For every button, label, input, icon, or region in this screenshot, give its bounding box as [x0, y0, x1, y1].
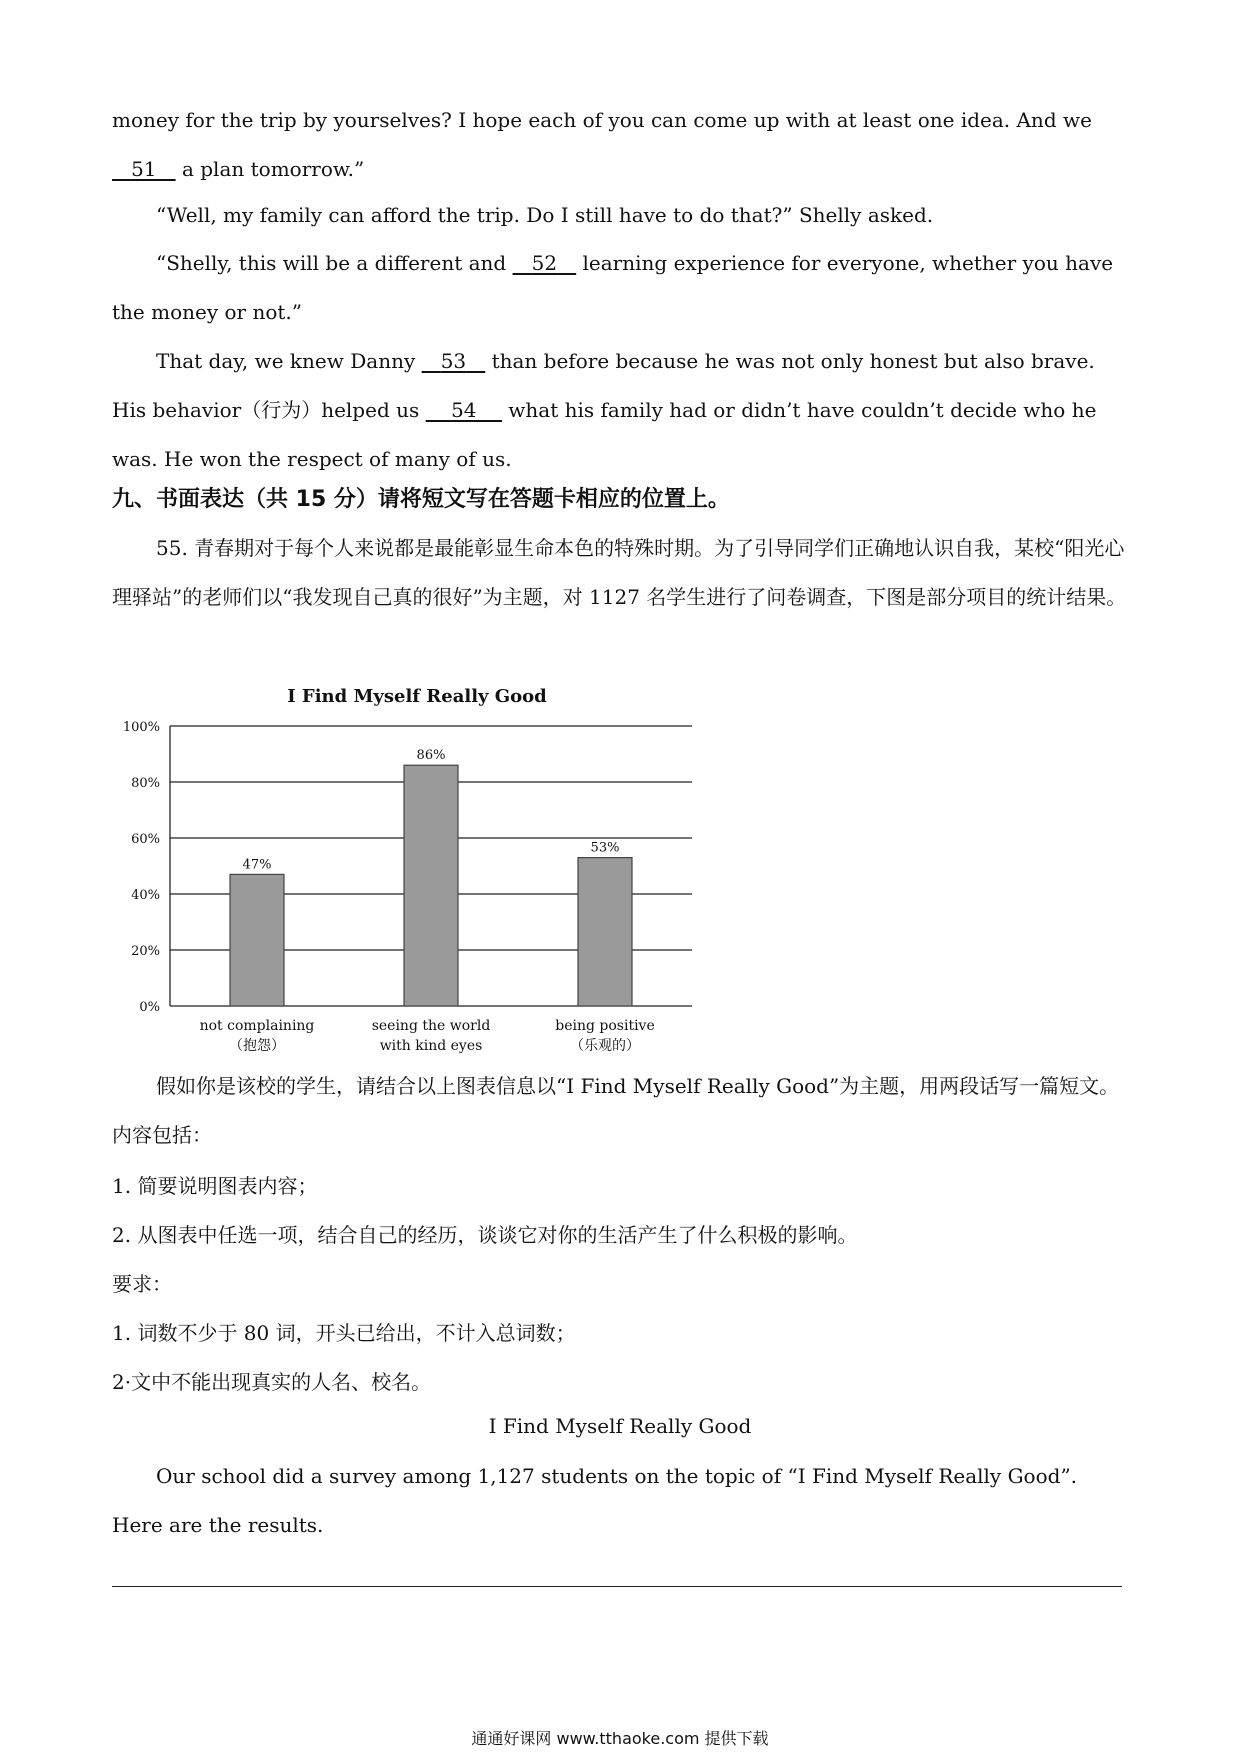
x-category-label: not complaining — [199, 1018, 315, 1034]
passage-paragraph-4 — [112, 337, 1128, 484]
passage-text: learning experience for everyone, whether you have the money or not.” — [112, 251, 1114, 324]
x-category-label: （抱怨） — [229, 1038, 285, 1054]
bar-value-label: 86% — [416, 748, 446, 764]
content-item-2: 2. 从图表中任选一项，结合自己的经历，谈谈它对你的生活产生了什么积极的影响。 — [112, 1223, 858, 1247]
bar-value-label: 53% — [590, 840, 620, 856]
y-tick-label: 20% — [131, 944, 160, 959]
blank-54: 54 — [451, 398, 477, 422]
x-axis-categories — [200, 1018, 655, 1054]
question-prompt: 55. 青春期对于每个人来说都是最能彰显生命本色的特殊时期。为了引导同学们正确地认识自我，某校“阳光心理驿站”的老师们以“我发现自己真的很好”为主题，对 1127 名学生进行了问卷调查，下图是部分项目的统计结果。 — [112, 536, 1127, 609]
x-category-label: seeing the world — [371, 1018, 491, 1034]
blank-51: 51 — [131, 157, 157, 181]
passage-paragraph-2: “Well, my family can afford the trip. Do I still have to do that?” Shelly asked. — [156, 203, 934, 227]
passage-paragraph-1 — [112, 96, 1128, 194]
bar — [578, 858, 632, 1006]
requirements-label: 要求： — [112, 1272, 172, 1296]
passage-text: That day, we knew Danny — [156, 349, 422, 373]
blank-53: 53 — [440, 349, 467, 373]
y-tick-label: 60% — [131, 832, 160, 847]
chart-title: I Find Myself Really Good — [287, 686, 547, 707]
blank-52: 52 — [531, 251, 558, 275]
x-category-label: （乐观的） — [570, 1038, 640, 1054]
page-footer: 通通好课网 www.tthaoke.com 提供下载 — [471, 1729, 769, 1748]
bar — [404, 765, 458, 1006]
y-axis-ticks — [123, 720, 160, 1015]
y-tick-label: 100% — [122, 720, 160, 735]
section-heading: 九、书面表达（共 15 分）请将短文写在答题卡相应的位置上。 — [112, 487, 730, 512]
passage-text: what his family had or didn’t have couldn’t decide who he was. He won the respect of many of us. — [112, 398, 1097, 471]
bar-value-label: 47% — [242, 857, 272, 873]
y-tick-label: 0% — [139, 1000, 160, 1015]
bar-chart-svg — [112, 676, 712, 1076]
passage-text: than before because he was not only honest but also brave. His behavior（行为）helped us — [112, 349, 1095, 422]
essay-opening: Our school did a survey among 1,127 students on the topic of “I Find Myself Really Good”. Here are the results. — [112, 1464, 1078, 1537]
requirement-item-1: 1. 词数不少于 80 词，开头已给出，不计入总词数； — [112, 1321, 576, 1345]
passage-paragraph-3 — [112, 239, 1128, 337]
x-category-label: being positive — [555, 1018, 655, 1034]
y-tick-label: 40% — [131, 888, 160, 903]
passage-text: a plan tomorrow.” — [175, 157, 365, 181]
chart-bars — [230, 765, 632, 1006]
passage-text: money for the trip by yourselves? I hope each of you can come up with at least one idea. And we — [112, 108, 1092, 132]
x-category-label: with kind eyes — [379, 1038, 483, 1054]
requirement-item-2: 2·文中不能出现真实的人名、校名。 — [112, 1370, 432, 1394]
answer-line — [112, 1586, 1122, 1587]
bar-chart — [112, 676, 712, 1076]
question-instruction: 假如你是该校的学生，请结合以上图表信息以“I Find Myself Really Good”为主题，用两段话写一篇短文。内容包括： — [112, 1074, 1120, 1147]
essay-title: I Find Myself Really Good — [488, 1414, 752, 1438]
y-tick-label: 80% — [131, 776, 160, 791]
bar — [230, 874, 284, 1006]
content-item-1: 1. 简要说明图表内容； — [112, 1174, 318, 1198]
passage-text: “Shelly, this will be a different and — [156, 251, 513, 275]
